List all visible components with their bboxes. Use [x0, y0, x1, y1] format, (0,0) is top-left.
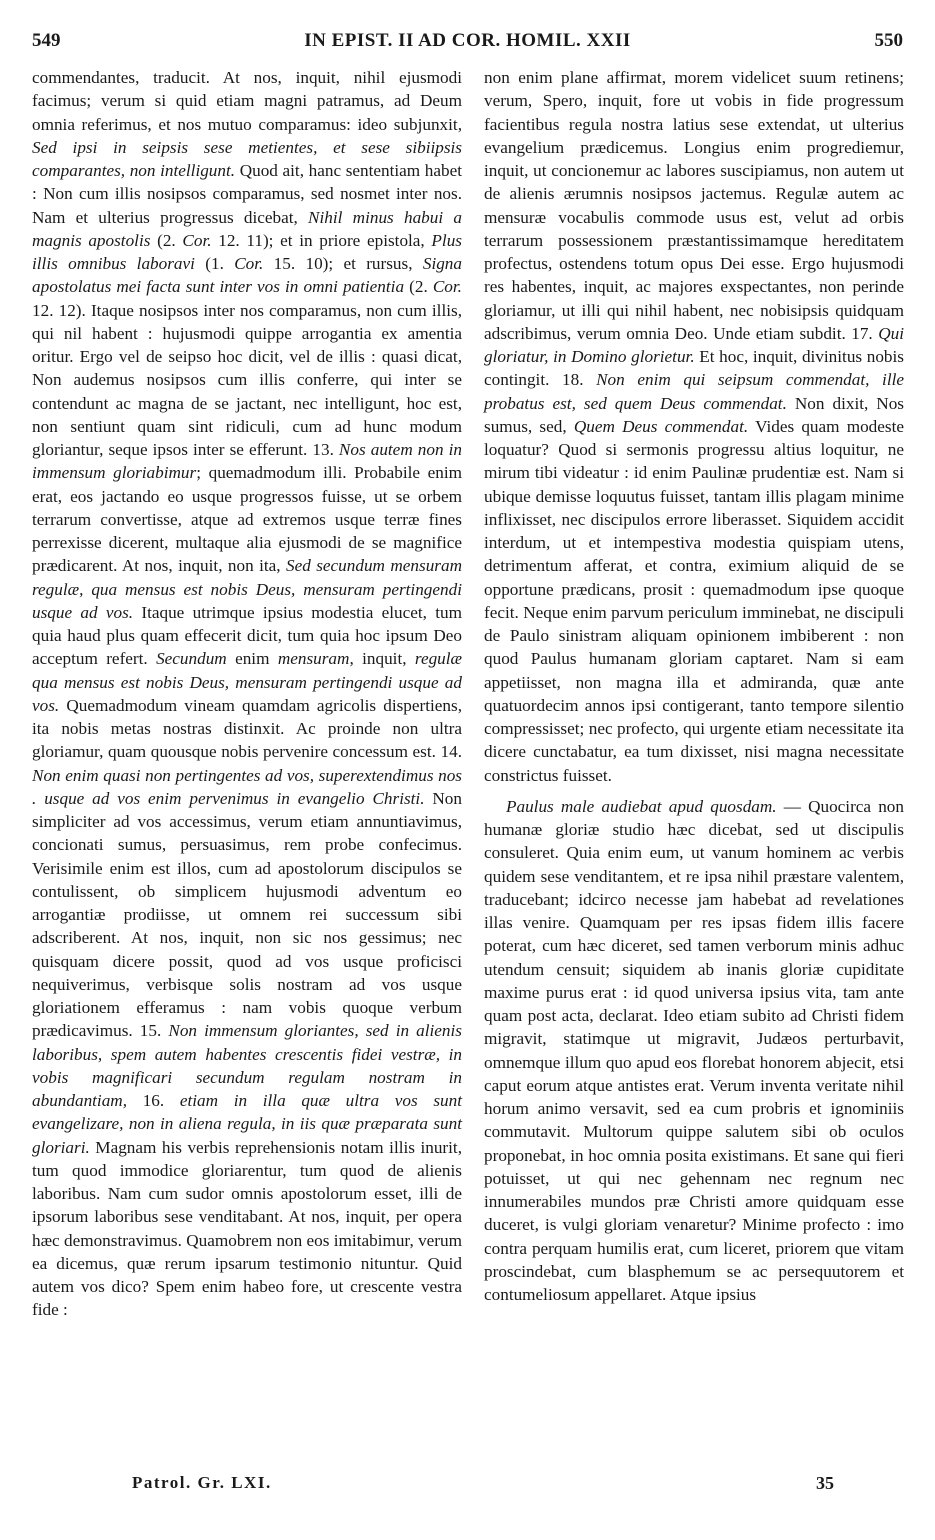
page-header	[32, 30, 903, 58]
page-number-left: 549	[32, 30, 61, 51]
italic-text-segment: Qui gloriatur, in Domino glorietur.	[484, 323, 904, 366]
text-segment: Quemadmodum vineam quamdam agricolis dispertiens, ita nobis metas nostras distinxit. Ac proinde non ultra gloriamur, quam quousque nobis pervenire concessum est. 14.	[32, 695, 462, 762]
italic-text-segment: Cor.	[182, 230, 212, 250]
text-segment: 16.	[127, 1091, 180, 1110]
italic-text-segment: Cor.	[432, 277, 462, 297]
text-segment: commendantes, traducit. At nos, inquit, nihil ejusmodi facimus; verum si quid etiam magni patramus, ad Deum omnia referimus, et nos mutuo comparamus: ideo subjunxit,	[32, 68, 462, 134]
text-segment: , inquit,	[349, 649, 415, 669]
text-segment: Non simpliciter ad vos accessimus, verum etiam annuntiavimus, concionati sumus, persuasimus, rem probe confecimus. Verisimile enim est illos, cum ad apostolorum discipulos se contulissent, ob simplicem hujusmodi adventum eo arrogantiæ prodiisse, ut omnem rei successum sibi adscriberent. At nos, inquit, non sic nos gessimus; nec quisquam dicere possit, quod ad vos usque proficisci nequiverimus, verbisque solis nostram ad vos usque gloriationem efferamus : nam vobis quoque verbum prædicavimus. 15.	[32, 788, 462, 1041]
page-number-right: 550	[874, 30, 903, 51]
italic-text-segment: Non enim qui seipsum commendat, ille probatus est, sed quem Deus commendat.	[484, 370, 904, 413]
italic-text-segment: regulæ qua mensus est nobis Deus, mensuram pertingendi usque ad vos.	[32, 649, 462, 715]
italic-text-segment: Plus illis omnibus laboravi	[32, 230, 462, 273]
text-segment: (1.	[194, 254, 235, 273]
italic-text-segment: Sed secundum mensuram regulæ, qua mensus est nobis Deus, mensuram pertingendi usque ad vos.	[32, 556, 462, 622]
text-segment: (2.	[150, 230, 183, 250]
text-segment: enim	[226, 649, 278, 669]
italic-text-segment: Non enim quasi non pertingentes ad vos, superextendimus nos . usque ad vos enim pervenimus in evangelio Christi.	[32, 765, 462, 808]
text-segment: — Quocirca non humanæ gloriæ studio hæc dicebat, sed ut discipulis consuleret. Quia enim eum, ut vanum hominem ac verbis quidem sese venditantem, et re ipsa nihil præstare valentem, traducebant; idcirco necesse jam habebat ad revelationes illas venire. Quamquam per res ipsas fidem illis facere poterat, cum hæc diceret, sed tamen verborum minis adhuc utendum censuit; siquidem ab inanis gloriæ cupiditate maxime purus erat : id quod universa ipsius vita, tam ante quam post acta, declarat. Ideo etiam subito ad Christi fidem migravit, statimque ut migravit, Judæos perturbavit, omnemque illum quo apud eos florebat honorem abjecit, etsi caput eorum atque antistes erat. Verum inventa veritate nihil horum animo versavit, sed ea cum probris et ignominiis commutavit. Multorum quippe salutem sibi ob oculos proponebat, in hoc omnia posita existimans. Et sane qui fieri potuisset, ut qui nec gehennam nec regnum nec innumerabiles mundos præ Christi amore quidquam esse duceret, is vulgi gloriam venaretur? Minime profecto : imo contra perquam humilis erat, cum liceret, priorem que vitam proscindebat, cum blasphemum se ac persequutorem et contumeliosum appellaret. Atque ipsius	[484, 796, 904, 1304]
italic-text-segment: Paulus male audiebat apud quosdam.	[506, 796, 777, 816]
text-segment: Vides quam modeste loquatur? Quod si sermonis progressu altius loquitur, ne mirum tibi videatur : id enim Paulinæ prudentiæ est. Nam si ubique demisse loquutus fuisset, tantam illis plagam minime inflixisset, nec discipulos errore liberasset. Siquidem accidit interdum, ut et intempestiva modestia quispiam utens, detrimentum afferat, et contra, eximium aliquid de se opportune prædicans, prosit : quemadmodum ipse quoque fecit. Neque enim parvum periculum imminebat, ne discipuli de Paulo sinistram aliquam opinionem imbiberent : non quod Paulus humanam gloriam captaret. Nam si eam appetiisset, non magna illa et admiranda, quæ ante quatuordecim annos ipsi contigerant, tanto tempore silentio compressisset; nec profecto, qui urgente etiam necessitate ita dicere cunctabatur, ea tum dixisset, nisi magna necessitate constrictus fuisset.	[484, 416, 904, 785]
text-segment: non enim plane affirmat, morem videlicet suum retinens; verum, Spero, inquit, fore ut vobis in fide progressum facientibus regula nostra latius sese extendat, ut ulterius evangelium prædicemus. Longius enim progrediemur, inquit, ut concionemur ac labores suscipiamus, non autem ut de alienis ærumnis nosipsos jactemus. Regulæ autem ac mensuræ vocabulis commode usus est, velut ad orbis terrarum possessionem præstantissimamque hereditatem profectus, ostendens totum opus Dei esse. Ergo hujusmodi res habentes, inquit, ac majores exspectantes, non perinde gloriamur, ut illi qui nihil habent, nec nobisipsis quidquam adscribimus, verum omnia Deo. Unde etiam subdit. 17.	[484, 68, 904, 343]
text-segment: ; quemadmodum illi. Probabile enim erat, eos jactando eo usque progressos fuisse, ut se orbem terrarum convertisse, atque ad extremos usque terræ fines perrexisse dicerent, multaque alia ejusmodi de se magnifice prædicarent. At nos, inquit, non ita,	[32, 463, 462, 576]
italic-text-segment: Quem Deus commendat.	[573, 416, 749, 436]
italic-text-segment: Cor.	[234, 254, 264, 273]
italic-text-segment: Sed ipsi in seipsis sese metientes, et sese sibiipsis comparantes, non intelligunt.	[32, 137, 462, 180]
right-column-paragraph-1	[484, 66, 904, 787]
italic-text-segment: Secundum	[156, 649, 227, 669]
text-segment: Et hoc, inquit, divinitus nobis contingit. 18.	[484, 347, 904, 390]
italic-text-segment: etiam in illa quæ ultra vos sunt evangelizare, non in aliena regula, in iis quæ præparata sunt gloriari.	[32, 1091, 462, 1157]
text-segment: (2.	[404, 277, 433, 297]
text-segment: Itaque utrimque ipsius modestia elucet, tum quia haud plus quam effecerit dicit, tum quia hoc ipsum Deo acceptum refert.	[32, 602, 462, 669]
text-segment: 12. 12). Itaque nosipsos inter nos comparamus, non cum illis, qui nil habent : hujusmodi quippe arrogantia ex amentia oritur. Ergo vel de seipso hoc dicit, vel de illis : quasi dicat, Non audemus nosipsos cum illis conferre, qui inter se contendunt ac magna de se jactant, nec intelligunt, hoc est, non sentiunt quam sint ridiculi, cum ad hunc modum gloriantur, seque ipsos inter se efferunt. 13.	[32, 300, 462, 459]
text-segment: 12. 11); et in priore epistola,	[211, 230, 432, 250]
right-column	[484, 66, 904, 1306]
text-segment: 15. 10); et rursus,	[263, 254, 423, 273]
page-footer	[32, 1473, 903, 1501]
text-segment: Quod ait, hanc sententiam habet : Non cum illis nosipsos comparamus, sed nosmet inter nos. Nam et ulterius progressus dicebat,	[32, 161, 462, 227]
italic-text-segment: Signa apostolatus mei facta sunt inter vos in omni patientia	[32, 254, 462, 297]
left-column-paragraph	[32, 66, 462, 1322]
signature-number: 35	[816, 1473, 834, 1493]
left-column	[32, 66, 462, 1322]
right-column-paragraph-2	[484, 795, 904, 1307]
text-segment: Magnam his verbis reprehensionis notam illis inurit, tum quod immodice gloriarentur, tum quod de alienis laboribus. Nam cum sudor omnis apostolorum esset, illi de ipsorum laboribus sese venditabant. At nos, inquit, per opera hæc demonstravimus. Quamobrem non eos imitabimur, verum ea dicemus, quæ rerum ipsarum testimonio nituntur. Quid autem vos dico? Spem enim habeo fore, ut crescente vestra fide :	[32, 1137, 462, 1320]
running-title: IN EPIST. II AD COR. HOMIL. XXII	[304, 30, 631, 51]
italic-text-segment: Nihil minus habui a magnis apostolis	[32, 207, 462, 250]
italic-text-segment: mensuram	[277, 649, 350, 669]
italic-text-segment: Non immensum gloriantes, sed in alienis laboribus, spem autem habentes crescentis fidei vestræ, in vobis magnificari secundum regulam nostram in abundantiam,	[32, 1021, 462, 1110]
signature-mark: Patrol. Gr. LXI.	[132, 1473, 272, 1492]
text-segment: Non dixit, Nos sumus, sed,	[484, 393, 904, 436]
italic-text-segment: Nos autem non in immensum gloriabimur	[32, 440, 462, 483]
